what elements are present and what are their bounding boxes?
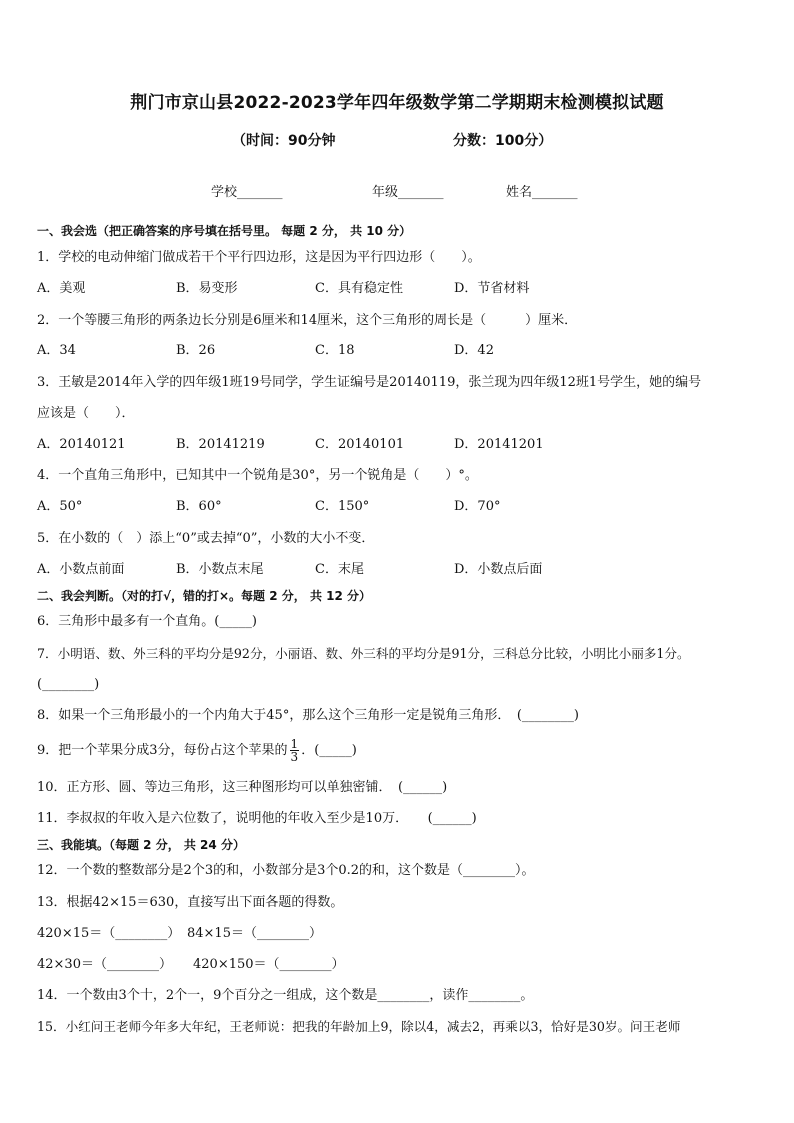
q3-option-b[interactable]: B．20141219 bbox=[176, 437, 265, 452]
q13-item-b[interactable]: 84×15＝（________） bbox=[187, 926, 322, 941]
question-3: 3．王敏是2014年入学的四年级1班19号同学，学生证编号是20140119，张兰现为四年级12班1号学生，她的编号 bbox=[37, 375, 702, 390]
q5-option-b[interactable]: B．小数点末尾 bbox=[176, 562, 264, 577]
exam-title: 荆门市京山县2022-2023学年四年级数学第二学期期末检测模拟试题 bbox=[130, 93, 664, 113]
question-13: 13．根据42×15＝630，直接写出下面各题的得数。 bbox=[37, 895, 344, 910]
q2-option-b[interactable]: B．26 bbox=[176, 343, 216, 358]
q1-option-a[interactable]: A．美观 bbox=[37, 281, 86, 296]
q2-option-a[interactable]: A．34 bbox=[37, 343, 76, 358]
question-12[interactable]: 12．一个数的整数部分是2个3的和，小数部分是3个0.2的和，这个数是（________）。 bbox=[37, 863, 535, 878]
q13-item-a[interactable]: 420×15＝（________） bbox=[37, 926, 181, 941]
grade-field[interactable]: 年级_______ bbox=[372, 185, 444, 200]
q13-item-d[interactable]: 420×150＝（________） bbox=[193, 957, 345, 972]
section3-heading: 三、我能填。（每题 2 分， 共 24 分） bbox=[37, 838, 245, 852]
question-7-answer[interactable]: (________) bbox=[37, 677, 100, 692]
exam-score: 分数：100分） bbox=[453, 133, 553, 149]
question-11[interactable]: 11．李叔叔的年收入是六位数了，说明他的年收入至少是10万． (______) bbox=[37, 811, 477, 826]
q1-option-b[interactable]: B．易变形 bbox=[176, 281, 238, 296]
q4-option-c[interactable]: C．150° bbox=[315, 499, 370, 514]
section2-heading: 二、我会判断。（对的打√，错的打×。每题 2 分， 共 12 分） bbox=[37, 589, 371, 603]
fraction-one-third: $\frac{1}{3}$ bbox=[290, 737, 299, 764]
question-9-blank: ．(_____) bbox=[301, 743, 357, 758]
school-field[interactable]: 学校_______ bbox=[211, 185, 283, 200]
q2-option-d[interactable]: D．42 bbox=[454, 343, 494, 358]
q5-option-a[interactable]: A．小数点前面 bbox=[37, 562, 125, 577]
q5-option-d[interactable]: D．小数点后面 bbox=[454, 562, 543, 577]
q1-option-c[interactable]: C．具有稳定性 bbox=[315, 281, 403, 296]
question-15: 15．小红问王老师今年多大年纪，王老师说：把我的年龄加上9，除以4，减去2，再乘以3，恰好是30岁。问王老师 bbox=[37, 1019, 681, 1034]
name-field[interactable]: 姓名_______ bbox=[506, 185, 578, 200]
q13-item-c[interactable]: 42×30＝（________） bbox=[37, 957, 172, 972]
question-14[interactable]: 14．一个数由3个十，2个一，9个百分之一组成，这个数是________，读作________。 bbox=[37, 988, 534, 1003]
q3-option-a[interactable]: A．20140121 bbox=[37, 437, 126, 452]
question-6[interactable]: 6．三角形中最多有一个直角。(_____) bbox=[37, 614, 257, 629]
question-10[interactable]: 10．正方形、圆、等边三角形，这三种图形均可以单独密铺． (______) bbox=[37, 780, 448, 795]
question-5: 5．在小数的（ ）添上“0”或去掉“0”，小数的大小不变． bbox=[37, 531, 375, 546]
q4-option-d[interactable]: D．70° bbox=[454, 499, 501, 514]
question-2: 2．一个等腰三角形的两条边长分别是6厘米和14厘米，这个三角形的周长是（ ）厘米． bbox=[37, 313, 578, 328]
question-1: 1．学校的电动伸缩门做成若干个平行四边形，这是因为平行四边形（ ）。 bbox=[37, 250, 481, 265]
q4-option-b[interactable]: B．60° bbox=[176, 499, 222, 514]
exam-time: （时间：90分钟 bbox=[232, 133, 336, 149]
q2-option-c[interactable]: C．18 bbox=[315, 343, 355, 358]
q3-option-c[interactable]: C．20140101 bbox=[315, 437, 405, 452]
question-3-cont: 应该是（ ）． bbox=[37, 406, 135, 421]
question-9-text: 9．把一个苹果分成3分，每份占这个苹果的 bbox=[37, 743, 288, 758]
section1-heading: 一、我会选（把正确答案的序号填在括号里。 每题 2 分， 共 10 分） bbox=[37, 224, 412, 238]
question-4: 4．一个直角三角形中，已知其中一个锐角是30°，另一个锐角是（ ）°。 bbox=[37, 468, 478, 483]
question-8[interactable]: 8．如果一个三角形最小的一个内角大于45°，那么这个三角形一定是锐角三角形． (________) bbox=[37, 708, 579, 723]
q3-option-d[interactable]: D．20141201 bbox=[454, 437, 544, 452]
q5-option-c[interactable]: C．末尾 bbox=[315, 562, 364, 577]
q1-option-d[interactable]: D．节省材料 bbox=[454, 281, 530, 296]
q4-option-a[interactable]: A．50° bbox=[37, 499, 83, 514]
question-7: 7．小明语、数、外三科的平均分是92分，小丽语、数、外三科的平均分是91分，三科总分比较，小明比小丽多1分。 bbox=[37, 646, 690, 661]
question-9[interactable] bbox=[37, 737, 357, 765]
